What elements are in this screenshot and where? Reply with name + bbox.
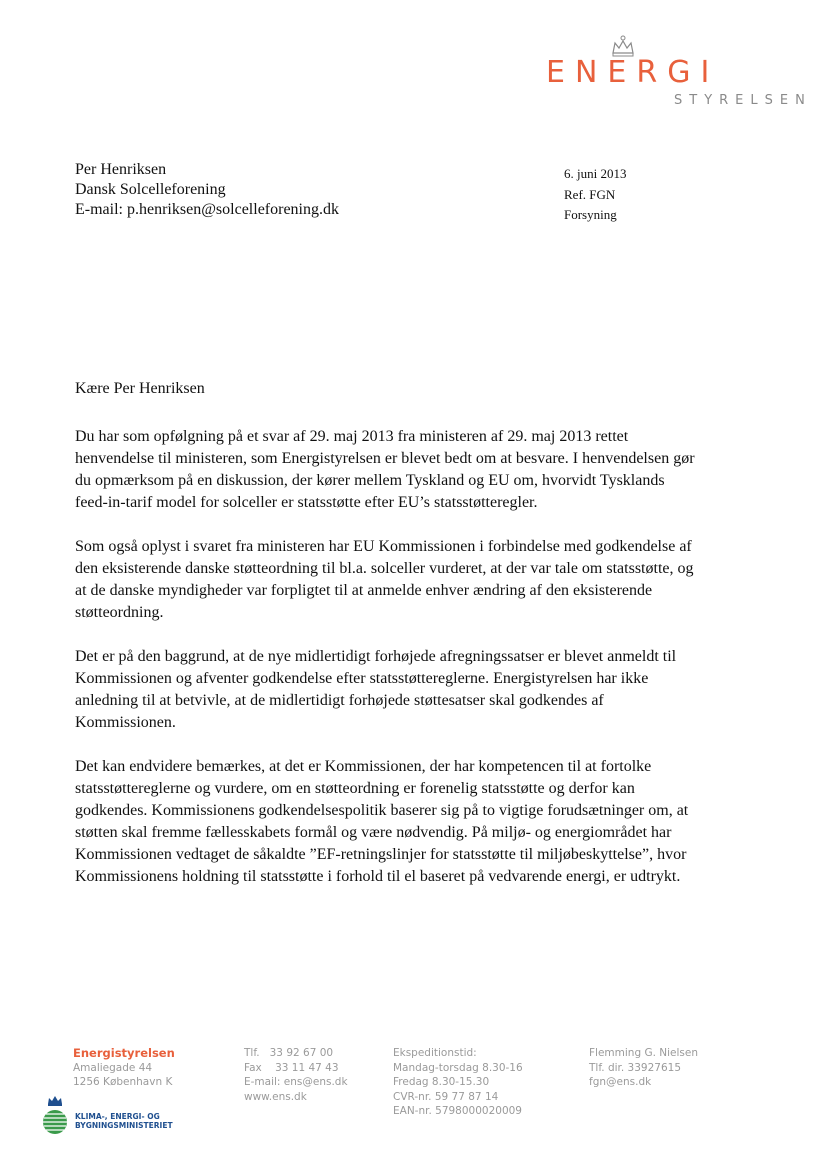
paragraph-4: Det kan endvidere bemærkes, at det er Kommissionen, der har kompetencen til at fortolke statsstøttereglerne og vurdere, om en støtteordning er forenelig statsstøtte og derfor kan godkendes. Kommissionens godkendelsespolitik baserer sig på to vigtige forudsætninger om, at støtten skal fremme fællesskabets formål og være nødvendig. På miljø- og energiområdet har Kommissionen vedtaget de såkaldte ”EF-retningslinjer for statsstøtte til miljøbeskyttelse”, hvor Kommissionens holdning til statsstøtte i forhold til el baseret på vedvarende energi, er udtrykt.	[75, 758, 689, 885]
recipient-organisation: Dansk Solcelleforening	[75, 181, 226, 198]
recipient-block	[75, 160, 339, 220]
footer-cvr: CVR-nr. 59 77 87 14	[393, 1090, 499, 1103]
footer-address-line2: 1256 København K	[73, 1076, 173, 1088]
paragraph-2: Som også oplyst i svaret fra ministeren har EU Kommissionen i forbindelse med godkendelse af den eksisterende danske støtteordning til bl.a. solceller vurderet, at der var tale om statsstøtte, og at de danske myndigheder var forpligtet til at anmelde enhver ændring af den eksisterende støtteordning.	[75, 538, 694, 621]
footer-email: E-mail: ens@ens.dk	[244, 1076, 348, 1088]
energistyrelsen-logo	[540, 35, 828, 115]
recipient-email: E-mail: p.henriksen@solcelleforening.dk	[75, 201, 339, 218]
footer-hours-title: Ekspeditionstid:	[393, 1047, 477, 1059]
footer-phone: Tlf. 33 92 67 00	[244, 1047, 334, 1059]
logo-wordmark: ENERGI	[546, 55, 720, 90]
ministry-crown-globe-icon	[40, 1094, 70, 1138]
footer-hours	[393, 1046, 523, 1119]
ministry-name-line1: KLIMA-, ENERGI- OG	[75, 1112, 160, 1121]
letter-department: Forsyning	[564, 207, 617, 222]
ministry-name	[75, 1112, 173, 1130]
letter-date: 6. juni 2013	[564, 166, 627, 181]
paragraph-3: Det er på den baggrund, at de nye midlertidigt forhøjede afregningssatser er blevet anmeldt til Kommissionen og afventer godkendelse efter statsstøttereglerne. Energistyrelsen har ikke anledning til at betvivle, at de midlertidigt forhøjede støttesatser skal godkendes af Kommissionen.	[75, 648, 677, 731]
paragraph-1: Du har som opfølgning på et svar af 29. maj 2013 fra ministeren af 29. maj 2013 rettet henvendelse til ministeren, som Energistyrelsen er blevet bedt om at besvare. I henvendelsen gør du opmærksom på en diskussion, der kører mellem Tyskland og EU om, hvorvidt Tysklands feed-in-tarif model for solceller er statsstøtte efter EU’s statsstøtteregler.	[75, 428, 695, 511]
ministry-logo	[40, 1094, 240, 1139]
letter-greeting: Kære Per Henriksen	[75, 380, 205, 397]
footer-website: www.ens.dk	[244, 1090, 307, 1103]
footer-person-name: Flemming G. Nielsen	[589, 1047, 698, 1059]
crown-icon	[610, 35, 636, 57]
footer-ean: EAN-nr. 5798000020009	[393, 1105, 522, 1117]
footer-person-email: fgn@ens.dk	[589, 1076, 652, 1088]
footer-address-line1: Amaliegade 44	[73, 1061, 153, 1074]
letter-meta	[564, 164, 626, 226]
footer-address	[73, 1046, 175, 1090]
letter-body	[75, 426, 695, 910]
footer-org-name: Energistyrelsen	[73, 1046, 175, 1060]
footer-person-phone: Tlf. dir. 33927615	[589, 1061, 681, 1074]
footer-hours-weekday: Mandag-torsdag 8.30-16	[393, 1061, 523, 1074]
logo-subtitle: STYRELSEN	[674, 93, 812, 108]
footer-person	[589, 1046, 698, 1090]
footer-hours-friday: Fredag 8.30-15.30	[393, 1076, 490, 1088]
recipient-name: Per Henriksen	[75, 161, 167, 178]
footer-fax: Fax 33 11 47 43	[244, 1061, 339, 1074]
letter-reference: Ref. FGN	[564, 186, 616, 202]
ministry-name-line2: BYGNINGSMINISTERIET	[75, 1121, 173, 1130]
footer-contact	[244, 1046, 348, 1104]
